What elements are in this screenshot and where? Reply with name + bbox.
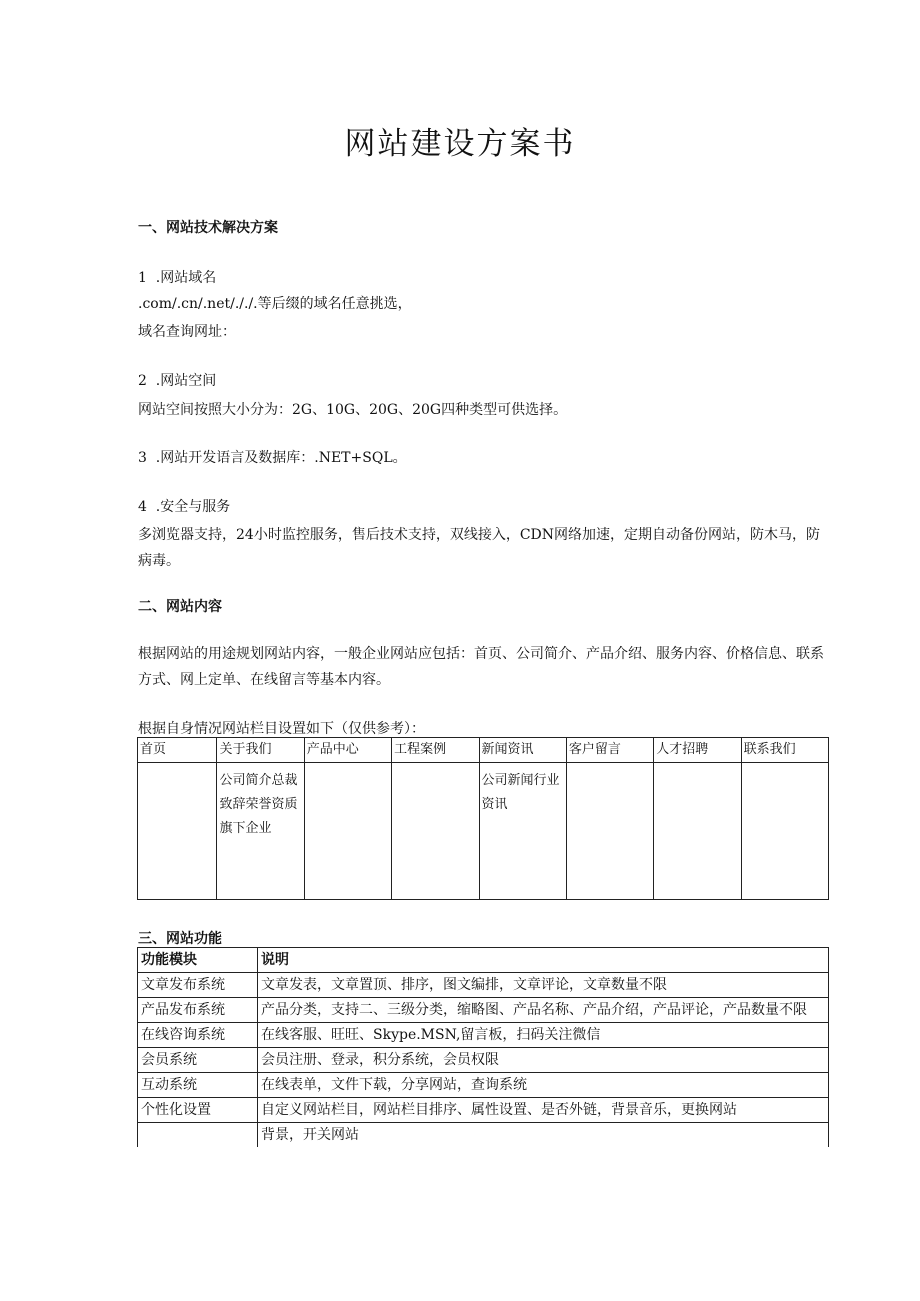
desc-cell: 会员注册、登录，积分系统，会员权限 [258,1048,829,1073]
nav-columns-table [137,737,829,900]
nav-body-cell [392,763,479,900]
section2-heading: 二、网站内容 [138,599,222,615]
nav-body-cell [138,763,217,900]
nav-body-cell [566,763,653,900]
nav-header-cell: 客户留言 [566,738,653,763]
desc-cell: 背景，开关网站 [258,1123,829,1148]
section1-heading: 一、网站技术解决方案 [138,220,278,236]
item4-title: 4 .安全与服务 [138,499,231,515]
functions-header-row [138,948,829,973]
nav-header-cell: 关于我们 [217,738,304,763]
nav-body-cell [304,763,391,900]
desc-cell: 文章发表，文章置顶、排序，图文编排，文章评论，文章数量不限 [258,973,829,998]
nav-header-cell: 首页 [138,738,217,763]
module-cell: 产品发布系统 [138,998,258,1023]
item3-title: 3 .网站开发语言及数据库：.NET+SQL。 [138,450,407,466]
nav-table-header-row [138,738,829,763]
functions-header-desc: 说明 [258,948,829,973]
nav-header-cell: 联系我们 [741,738,828,763]
desc-cell: 自定义网站栏目，网站栏目排序、属性设置、是否外链，背景音乐，更换网站 [258,1098,829,1123]
module-cell: 个性化设置 [138,1098,258,1123]
section2-para1: 根据网站的用途规划网站内容，一般企业网站应包括：首页、公司简介、产品介绍、服务内容、价格信息、联系方式、网上定单、在线留言等基本内容。 [138,646,824,688]
module-cell: 互动系统 [138,1073,258,1098]
table-row [138,1023,829,1048]
item2-line1: 网站空间按照大小分为：2G、10G、20G、20G四种类型可供选择。 [138,402,568,418]
desc-cell: 产品分类，支持二、三级分类，缩略图、产品名称、产品介绍，产品评论，产品数量不限 [258,998,829,1023]
nav-header-cell: 人才招聘 [654,738,741,763]
desc-cell: 在线客服、旺旺、Skype.MSN,留言板，扫码关注微信 [258,1023,829,1048]
section2-para2: 根据自身情况网站栏目设置如下（仅供参考）： [138,721,425,737]
nav-body-cell [741,763,828,900]
module-cell: 会员系统 [138,1048,258,1073]
section3-heading: 三、网站功能 [138,931,222,947]
table-row [138,1073,829,1098]
desc-cell: 在线表单，文件下载，分享网站，查询系统 [258,1073,829,1098]
item1-line1: .com/.cn/.net/././.等后缀的域名任意挑选， [138,296,412,312]
module-cell [138,1123,258,1148]
nav-header-cell: 产品中心 [304,738,391,763]
functions-header-module: 功能模块 [138,948,258,973]
nav-body-cell: 公司简介总裁致辞荣誉资质旗下企业 [217,763,304,900]
table-row [138,1098,829,1123]
table-row [138,998,829,1023]
nav-table-body-row [138,763,829,900]
item1-line2: 域名查询网址： [138,324,236,340]
nav-header-cell: 工程案例 [392,738,479,763]
nav-body-cell: 公司新闻行业资讯 [479,763,566,900]
module-cell: 在线咨询系统 [138,1023,258,1048]
table-row [138,973,829,998]
document-title: 网站建设方案书 [344,126,576,162]
item1-title: 1 .网站域名 [138,270,217,286]
nav-header-cell: 新闻资讯 [479,738,566,763]
functions-table [137,947,829,1147]
table-row [138,1048,829,1073]
module-cell: 文章发布系统 [138,973,258,998]
item2-title: 2 .网站空间 [138,373,217,389]
item4-line1: 多浏览器支持，24小时监控服务，售后技术支持，双线接入，CDN网络加速，定期自动备份网站，防木马，防病毒。 [138,527,820,569]
nav-body-cell [654,763,741,900]
table-row [138,1123,829,1148]
